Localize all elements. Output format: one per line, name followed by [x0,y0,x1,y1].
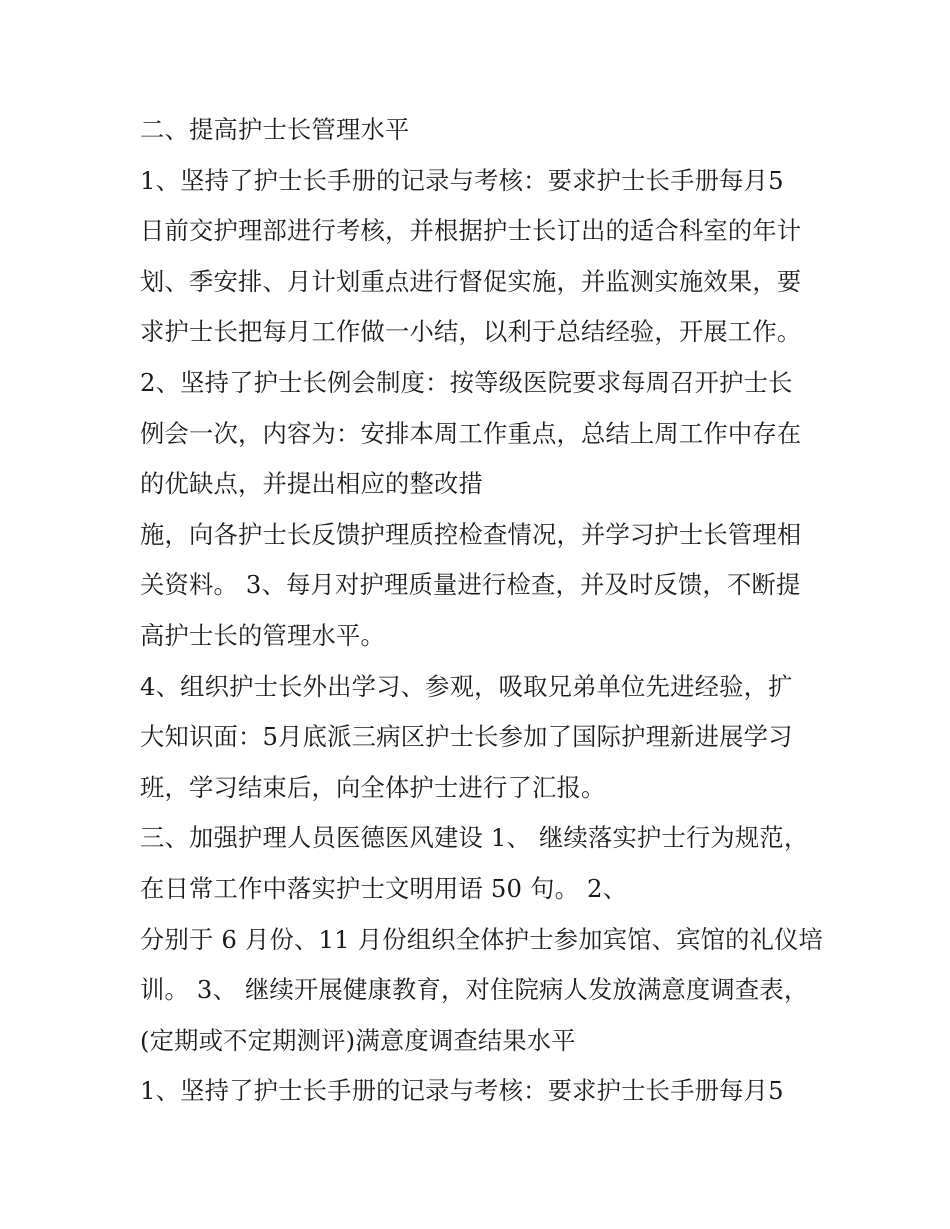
text-line: 班，学习结束后，向全体护士进行了汇报。 [140,772,606,802]
text-line: 1、坚持了护士长手册的记录与考核：要求护士长手册每月5 [140,1076,784,1106]
text-line: 在日常工作中落实护士文明用语 50 句。 2、 [140,873,628,903]
text-line: 大知识面：5月底派三病区护士长参加了国际护理新进展学习 [140,722,793,752]
text-line: 求护士长把每月工作做一小结，以利于总结经验，开展工作。 [140,317,802,347]
text-line: (定期或不定期测评)满意度调查结果水平 [140,1025,576,1055]
text-line: 关资料。 3、每月对护理质量进行检查，并及时反馈，不断提 [140,570,801,600]
text-line: 1、坚持了护士长手册的记录与考核：要求护士长手册每月5 [140,165,784,195]
text-line: 三、加强护理人员医德医风建设 1、 继续落实护士行为规范， [140,823,809,853]
text-line: 施，向各护士长反馈护理质控检查情况，并学习护士长管理相 [140,519,802,549]
text-line: 日前交护理部进行考核，并根据护士长订出的适合科室的年计 [140,216,802,246]
document-body [140,114,823,1126]
text-line: 二、提高护士长管理水平 [140,115,410,144]
text-line: 高护士长的管理水平。 [140,620,385,650]
text-line: 例会一次，内容为：安排本周工作重点，总结上周工作中存在 [140,418,802,448]
text-line: 的优缺点，并提出相应的整改措 [140,469,483,499]
text-line: 2、坚持了护士长例会制度：按等级医院要求每周召开护士长 [140,367,793,397]
text-line: 训。 3、 继续开展健康教育，对住院病人发放满意度调查表， [140,975,809,1005]
text-line: 4、组织护士长外出学习、参观，吸取兄弟单位先进经验，扩 [140,671,793,701]
text-line: 分别于 6 月份、11 月份组织全体护士参加宾馆、宾馆的礼仪培 [140,924,824,954]
text-line: 划、季安排、月计划重点进行督促实施，并监测实施效果，要 [140,266,802,296]
